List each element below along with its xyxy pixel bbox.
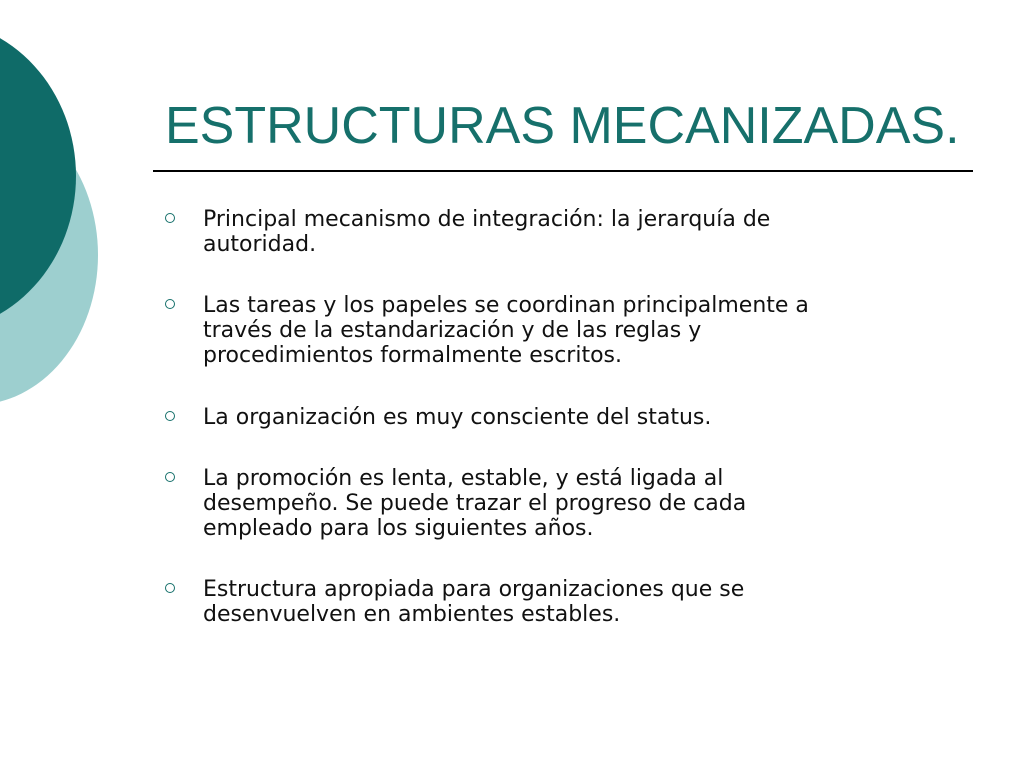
bullet-circle-icon [165, 583, 175, 593]
bullet-circle-icon [165, 411, 175, 421]
slide-title: ESTRUCTURAS MECANIZADAS. [165, 97, 960, 155]
bullet-text: Principal mecanismo de integración: la jerarquía de autoridad. [203, 207, 771, 257]
title-divider [153, 170, 973, 172]
bullet-circle-icon [165, 299, 175, 309]
bullet-text: Las tareas y los papeles se coordinan principalmente a través de la estandarización y de las reglas y procedimientos formalmente escritos. [203, 293, 809, 368]
bullet-circle-icon [165, 213, 175, 223]
bullet-text: Estructura apropiada para organizaciones que se desenvuelven en ambientes estables. [203, 577, 745, 627]
bullet-text: La promoción es lenta, estable, y está ligada al desempeño. Se puede trazar el progreso de cada empleado para los siguientes años. [203, 466, 747, 541]
bullet-text: La organización es muy consciente del status. [203, 405, 712, 430]
bullet-circle-icon [165, 472, 175, 482]
